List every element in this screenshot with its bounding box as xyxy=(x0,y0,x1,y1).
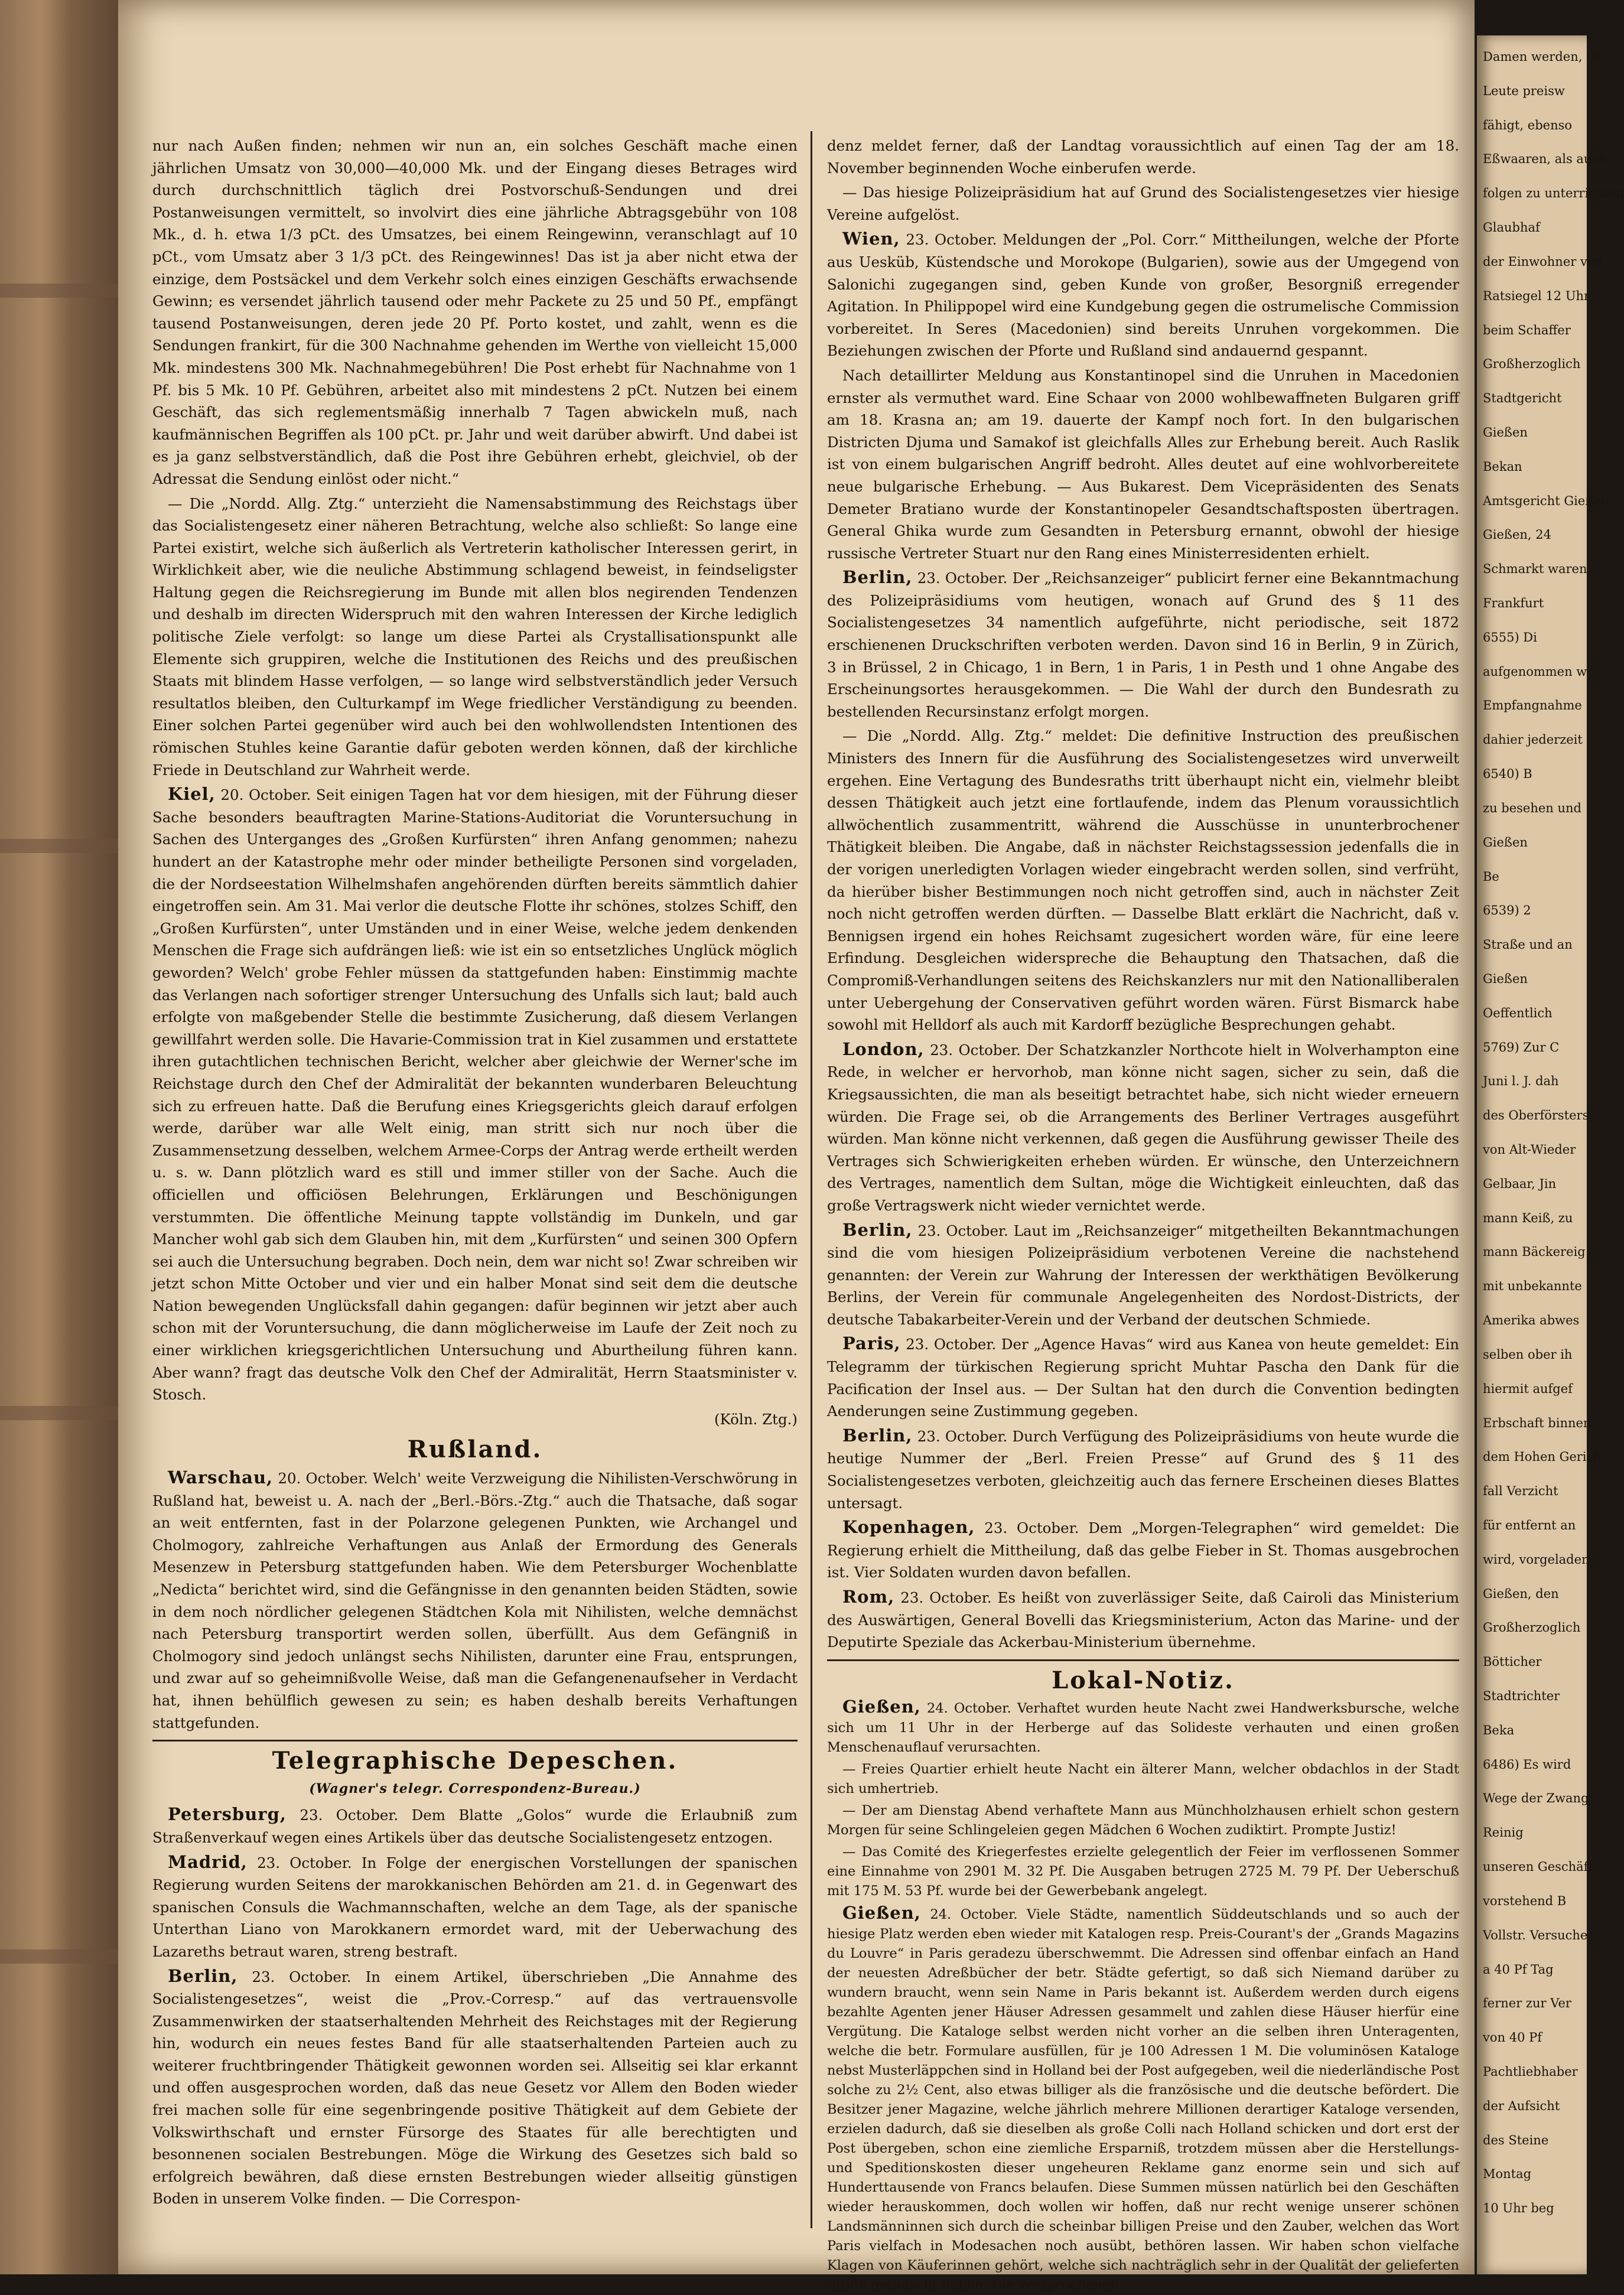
adjacent-page-fragment: Gießen, 24 xyxy=(1483,528,1551,542)
dateline: Petersburg, xyxy=(168,1804,287,1825)
dateline: Berlin, xyxy=(842,1219,913,1240)
adjacent-page-fragment: folgen zu unterrichten xyxy=(1483,186,1624,200)
dateline: Kopenhagen, xyxy=(842,1517,975,1538)
news-text: 23. October. Der Schatzkanzler Northcote hielt in Wolverhampton eine Rede, in welcher er hervorhob, man könne nicht sagen, sicher zu sein, daß die Kriegsaussichten, die man als beseitigt betrachtet habe, sich nicht wieder erneuern würden. Die Frage sei, ob die Arrangements des Berliner Vertrages ausgeführt würden. Man könne nicht verkennen, daß gegen die Ausführung gewisser Theile des Vertrages sich Schwierigkeiten erheben würden. Er wünsche, den Unterzeichnern des Vertrages, namentlich dem Sultan, möge die Wichtigkeit einleuchten, daß das große Vertragswerk nicht wieder vernichtet werde. xyxy=(827,1041,1459,1214)
adjacent-page-fragment: Bekan xyxy=(1483,460,1522,474)
right-column xyxy=(827,135,1460,2293)
adjacent-page-fragment: 6486) Es wird xyxy=(1483,1757,1571,1772)
adjacent-page-fragment: Frankfurt xyxy=(1483,596,1544,610)
adjacent-page-fragment: dahier jederzeit xyxy=(1483,733,1583,747)
left-column xyxy=(152,135,798,2226)
news-text: 23. October. Dem Blatte „Golos“ wurde die Erlaubniß zum Straßenverkauf wegen eines Artikels über das deutsche Socialistengesetz entzogen. xyxy=(152,1806,798,1846)
adjacent-page-fragment: unseren Geschäft xyxy=(1483,1860,1593,1874)
adjacent-page-fragment: Gelbaar, Jin xyxy=(1483,1177,1557,1191)
news-item-berlin xyxy=(827,1425,1459,1514)
adjacent-page-fragment: von Alt-Wieder xyxy=(1483,1142,1576,1157)
dateline: London, xyxy=(842,1039,925,1059)
adjacent-page-fragment: Empfangnahme xyxy=(1483,698,1582,712)
news-text: 23. October. In einem Artikel, überschrieben „Die Annahme des Socialistengesetzes“, weist die „Prov.-Corresp.“ auf das vertrauensvolle Zusammenwirken der staatserhaltenden Mehrheit des Reichstages mit der Regierung hin, wodurch ein neues festes Band für alle staatserhaltenden Parteien auch zu weiterer fruchtbringender Thätigkeit gewonnen worden sei. Allseitig sei klar erkannt und offen ausgesprochen worden, daß das neue Gesetz vor Allem den Boden wieder frei machen solle für eine segenbringende positive Thätigkeit auf dem Gebiete der Volkswirthschaft und ernster Fürsorge des Staates für alle berechtigten und besonnenen socialen Bestrebungen. Möge die Wirkung des Gesetzes sich bald so erfolgreich bewähren, daß diese ernsten Bestrebungen wieder allseitig günstigen Boden in unserem Volke finden. — Die Correspon- xyxy=(152,1968,798,2208)
adjacent-page-fragment: Damen werden, Di xyxy=(1483,50,1600,64)
adjacent-page-fragment: Gießen xyxy=(1483,425,1528,440)
adjacent-page-fragment: fähigt, ebenso xyxy=(1483,118,1573,132)
adjacent-page-fragment: Erbschaft binnen xyxy=(1483,1416,1592,1430)
news-item-berlin xyxy=(152,1965,798,2211)
article-paragraph: — Das hiesige Polizeipräsidium hat auf Grund des Socialistengesetzes vier hiesige Vereine aufgelöst. xyxy=(827,184,1459,223)
article-paragraph: — Die „Nordd. Allg. Ztg.“ unterzieht die Namensabstimmung des Reichstags über das Socialistengesetz einer näheren Betrachtung, welche also schließt: So lange eine Partei existirt, welche sich äußerlich als Vertreterin katholischer Interessen gerirt, in Wirklichkeit aber, wie die neuliche Abstimmung schlagend beweist, in feindseligster Haltung gegen die Reichsregierung im Bunde mit allen blos negirenden Tendenzen und deshalb im directen Widerspruch mit den wahren Interessen der Kirche lediglich politische Ziele verfolgt: so lange um diese Partei als Crystallisationspunkt alle Elemente sich gruppiren, welche die Institutionen des Reichs und des preußischen Staats mit blindem Hasse verfolgen, — so lange wird selbstverständlich jeder Versuch resultatlos bleiben, den Culturkampf im Wege friedlicher Verständigung zu beenden. Einer solchen Partei gegenüber wird auch bei den wohlwollendsten Intentionen des römischen Stuhles keine Garantie dafür geboten werden können, daß der kirchliche Friede in Deutschland zur Wahrheit werde. xyxy=(152,494,798,779)
adjacent-page-fragment: Reinig xyxy=(1483,1825,1524,1840)
adjacent-page-fragment: ferner zur Ver xyxy=(1483,1996,1571,2010)
adjacent-page-fragment: mann Keiß, zu xyxy=(1483,1211,1573,1225)
section-heading-russland: Rußland. xyxy=(407,1435,543,1464)
adjacent-page-fragment: Amtsgericht Gießen xyxy=(1483,494,1609,508)
adjacent-page-fragment: Vollstr. Versuche xyxy=(1483,1928,1588,1942)
dateline: Kiel, xyxy=(168,784,216,805)
news-item-kiel xyxy=(152,783,798,1406)
adjacent-page-fragment: Leute preisw xyxy=(1483,84,1565,98)
news-text: 23. October. Meldungen der „Pol. Corr.“ Mittheilungen, welche der Pforte aus Uesküb, Küstendsche und Morokope (Bulgarien), sowie aus der Umgegend von Salonichi zugegangen sind, geben Kunde von großer, Besorgniß erregender Agitation. In Philippopel wird eine Kundgebung gegen die ostrumelische Commission vorbereitet. In Seres (Macedonien) sind bereits Unruhen vorgekommen. Die Beziehungen zwischen der Pforte und Rußland sind andauernd gespannt. xyxy=(827,231,1459,360)
local-news-block xyxy=(827,1697,1459,2295)
news-item-wien xyxy=(827,228,1459,362)
column-divider xyxy=(811,131,812,2228)
adjacent-page-fragment: hiermit aufgef xyxy=(1483,1382,1573,1396)
dateline: Warschau, xyxy=(168,1467,274,1488)
adjacent-page-fragment: Eßwaaren, als auch xyxy=(1483,152,1607,166)
news-text: 20. October. Welch' weite Verzweigung die Nihilisten-Verschwörung in Rußland hat, beweist u. A. nach der „Berl.-Börs.-Ztg.“ auch die Thatsache, daß sogar an weit entfernten, fast in der Polarzone gelegenen Punkten, wie Archangel und Cholmogory, zahlreiche Verhaftungen aus Anlaß der Ermordung des Generals Mesenzew in Petersburg stattgefunden haben. Wie dem Petersburger Wochenblatte „Nedicta“ berichtet wird, sind die Gefängnisse in den genannten beiden Städten, sowie in dem noch nördlicher gelegenen Städtchen Kola mit Nihilisten, welche demnächst nach Petersburg transportirt werden sollen, überfüllt. Aus dem Gefängniß in Cholmogory sind jedoch unlängst sechs Nihilisten, darunter eine Frau, entsprungen, und zwar auf so geheimnißvolle Weise, daß man die Gefangenenaufseher in Verdacht hat, ihnen behülflich gewesen zu sein; es haben deshalb bereits Verhaftungen stattgefunden. xyxy=(152,1470,798,1731)
news-item-giessen xyxy=(827,1697,1459,1757)
news-item-paris xyxy=(827,1333,1459,1422)
news-text: 24. October. Verhaftet wurden heute Nacht zwei Handwerksbursche, welche sich um 11 Uhr in der Herberge auf das Solideste verhauten und einen großen Menschenauflauf verursachten. xyxy=(827,1701,1460,1756)
article-paragraph: — Freies Quartier erhielt heute Nacht ein älterer Mann, welcher obdachlos in der Stadt sich umhertrieb. xyxy=(827,1762,1459,1797)
section-subheading: (Wagner's telegr. Correspondenz-Bureau.) xyxy=(309,1780,641,1796)
adjacent-page-fragment: Stadtgericht xyxy=(1483,391,1562,405)
dateline: Berlin, xyxy=(842,567,913,588)
dateline: Gießen, xyxy=(842,1697,921,1717)
dateline: Berlin, xyxy=(168,1965,238,1986)
adjacent-page-fragment: wird, vorgeladen xyxy=(1483,1552,1590,1567)
adjacent-page-fragment: Bötticher xyxy=(1483,1655,1542,1669)
article-paragraph: — Das Comité des Kriegerfestes erzielte gelegentlich der Feier im verflossenen Sommer eine Einnahme von 2901 M. 32 Pf. Die Ausgaben betrugen 2725 M. 79 Pf. Der Ueberschuß mit 175 M. 53 Pf. wurde bei der Gewerbebank angelegt. xyxy=(827,1844,1459,1899)
adjacent-page-fragment: 10 Uhr beg xyxy=(1483,2201,1554,2215)
adjacent-page-fragment: vorstehend B xyxy=(1483,1894,1567,1908)
adjacent-page-fragment: Wege der Zwang xyxy=(1483,1791,1589,1805)
news-text: 23. October. Der „Agence Havas“ wird aus Kanea von heute gemeldet: Ein Telegramm der türkischen Regierung spricht Muhtar Pascha den Dank für die Pacification der Insel aus. — Der Sultan hat den durch die Convention bedingten Aenderungen seine Zustimmung gegeben. xyxy=(827,1336,1459,1420)
adjacent-page-fragment: 6539) 2 xyxy=(1483,903,1531,917)
news-item-berlin xyxy=(827,567,1459,722)
adjacent-page-fragment: zu besehen und xyxy=(1483,801,1581,815)
news-item-giessen xyxy=(827,1903,1459,2295)
dateline: Wien, xyxy=(842,229,900,249)
adjacent-page-fragment: Gießen xyxy=(1483,835,1528,849)
news-item-london xyxy=(827,1039,1459,1217)
adjacent-page-fragment: beim Schaffer xyxy=(1483,323,1571,337)
news-item-berlin xyxy=(827,1219,1459,1331)
adjacent-page-fragment: des Steine xyxy=(1483,2133,1549,2147)
adjacent-page-fragment: Amerika abwes xyxy=(1483,1313,1580,1327)
adjacent-page-fragment: Beka xyxy=(1483,1723,1515,1737)
adjacent-page-fragment: Gießen xyxy=(1483,972,1528,986)
news-text: 23. October. Es heißt von zuverlässiger Seite, daß Cairoli das Ministerium des Auswärtigen, General Bovelli das Kriegsministerium, Acton das Marine- und der Deputirte Speziale das Ackerbau-Ministerium übernehme. xyxy=(827,1589,1459,1651)
adjacent-page-fragment: selben ober ih xyxy=(1483,1347,1573,1362)
dateline: Paris, xyxy=(842,1333,901,1354)
book-spine xyxy=(0,0,118,2274)
news-text: 23. October. Der „Reichsanzeiger“ publicirt ferner eine Bekanntmachung des Polizeipräsidiums vom heutigen, wonach auf Grund des § 11 des Socialistengesetzes 34 namentlich aufgeführte, nicht periodische, seit 1872 erschienenen Druckschriften verboten werden. Davon sind 16 in Berlin, 9 in Zürich, 3 in Brüssel, 2 in Chicago, 1 in Bern, 1 in Paris, 1 in Pesth und 1 ohne Angabe des Erscheinungsortes herausgekommen. — Die Wahl der durch den Bundesrath zu bestellenden Recursinstanz erfolgt morgen. xyxy=(827,569,1459,720)
adjacent-page-fragment: Gießen, den xyxy=(1483,1587,1559,1601)
section-heading-telegraph: Telegraphische Depeschen. xyxy=(272,1747,678,1775)
section-rule xyxy=(152,1740,798,1741)
adjacent-page-fragment: Großherzoglich xyxy=(1483,1620,1581,1635)
adjacent-page-fragment: Straße und an xyxy=(1483,937,1573,952)
adjacent-page-fragment: Großherzoglich xyxy=(1483,357,1581,371)
adjacent-page-fragment: Juni l. J. dah xyxy=(1483,1074,1559,1088)
adjacent-page-fragment: Ratsiegel 12 Uhr xyxy=(1483,289,1590,303)
adjacent-page-fragment: fall Verzicht xyxy=(1483,1484,1558,1498)
adjacent-page-fragment: der Einwohner von xyxy=(1483,255,1603,269)
news-text: 23. October. Laut im „Reichsanzeiger“ mitgetheilten Bekanntmachungen sind die vom hiesigen Polizeipräsidium verbotenen Vereine die nachstehend genannten: der Verein zur Wahrung der Interessen der werkthätigen Bevölkerung Berlins, der Verein für communale Angelegenheiten des Nordost-Districts, der deutsche Tabakarbeiter-Verein und der Verband der deutschen Schmiede. xyxy=(827,1222,1459,1328)
adjacent-page-fragment: des Oberförsters xyxy=(1483,1108,1589,1122)
dateline: Berlin, xyxy=(842,1425,913,1446)
adjacent-page-fragment: mann Bäckereig xyxy=(1483,1245,1586,1259)
adjacent-page-fragment: aufgenommen w xyxy=(1483,665,1587,679)
adjacent-page-fragment: mit unbekannte xyxy=(1483,1279,1582,1293)
news-text: 23. October. Dem „Morgen-Telegraphen“ wird gemeldet: Die Regierung erhielt die Mittheilung, daß das gelbe Fieber in St. Thomas ausgebrochen ist. Vier Soldaten wurden davon befallen. xyxy=(827,1519,1459,1581)
adjacent-page-fragment: von 40 Pf xyxy=(1483,2030,1542,2045)
news-item-madrid xyxy=(152,1851,798,1963)
article-paragraph: — Die „Nordd. Allg. Ztg.“ meldet: Die definitive Instruction des preußischen Ministers des Innern für die Ausführung des Socialistengesetzes wird unverweilt ergehen. Eine Vertagung des Bundesraths tritt überhaupt nicht ein, vielmehr bleibt dessen Thätigkeit auch jetzt eine fortlaufende, indem das Plenum voraussichtlich allwöchentlich zusammentritt, während die Ausschüsse in ununterbrochener Thätigkeit bleiben. Die Angabe, daß in nächster Reichstagssession jedenfalls die in der vorigen unerledigten Vorlagen wieder eingebracht werden sollen, sind verfrüht, da hierüber bisher Bestimmungen noch nicht getroffen sind, auch in nächster Zeit noch nicht getroffen werden dürften. — Dasselbe Blatt erklärt die Nachricht, daß v. Bennigsen irgend ein hohes Reichsamt zugesichert worden wäre, für eine leere Erfindung. Desgleichen widerspreche die Behauptung den Thatsachen, daß die Compromiß-Verhandlungen seitens des Reichskanzlers nur mit den Nationalliberalen unter Uebergehung der Conservativen geführt worden wären. Fürst Bismarck habe sowohl mit Helldorf als auch mit Kardorff bezügliche Besprechungen gehabt. xyxy=(827,727,1459,1034)
news-text: 23. October. Durch Verfügung des Polizeipräsidiums von heute wurde die heutige Nummer der „Berl. Freien Presse“ auf Grund des § 11 des Socialistengesetzes verboten, gleichzeitig auch das fernere Erscheinen dieses Blattes untersagt. xyxy=(827,1427,1459,1512)
adjacent-page-fragment: 6540) B xyxy=(1483,767,1532,781)
news-item-rom xyxy=(827,1586,1459,1653)
article-paragraph: — Der am Dienstag Abend verhaftete Mann aus Münchholzhausen erhielt schon gestern Morgen für seine Schlingeleien gegen Mädchen 6 Wochen zudiktirt. Prompte Justiz! xyxy=(827,1803,1459,1838)
news-text: 20. October. Seit einigen Tagen hat vor dem hiesigen, mit der Führung dieser Sache besonders beauftragten Marine-Stations-Auditoriat die Voruntersuchung in Sachen des Unterganges des „Großen Kurfürsten“ ihren Anfang genommen; nahezu hundert an der Katastrophe mehr oder minder betheiligte Personen sind vorgeladen, die der Nordseestation Wilhelmshafen angehörenden dürften bereits sämmtlich dahier eingetroffen sein. Am 31. Mai verlor die deutsche Flotte ihr schönes, stolzes Schiff, den „Großen Kurfürsten“, unter Umständen und in einer Weise, welche jedem denkenden Menschen die Frage sich aufdrängen ließ: wie ist ein so entsetzliches Unglück möglich geworden? Welch' grobe Fehler müssen da stattgefunden haben: Einstimmig machte das Verlangen nach sofortiger strenger Untersuchung des Unfalls sich laut; bald auch erfolgte von maßgebender Stelle die bestimmte Zusicherung, daß diesem Verlangen gewillfahrt werden solle. Die Havarie-Commission trat in Kiel zusammen und erstattete ihren gutachtlichen technischen Bericht, welcher aber gleichwie der Werner'sche im Reichstage durch den Chef der Admiralität der bekannten wunderbaren Beleuchtung sich zu erfreuen hatte. Daß die Berufung eines Kriegsgerichts gleich darauf erfolgen werde, darüber war alle Welt einig, man stritt sich nur noch über die Zusammensetzung desselben, welchem Armee-Corps der Antrag werde ertheilt werden u. s. w. Dann plötzlich ward es still und immer stiller von der Sache. Auch die officiellen und officiösen Belehrungen, Erklärungen und Beschönigungen verstummten. Die öffentliche Meinung tappte vollständig im Dunkeln, und gar Mancher wohl gab sich dem Glauben hin, mit dem „Kurfürsten“ und seinen 300 Opfern sei auch die Untersuchung begraben. Doch nein, dem war nicht so! Zwar schreiben wir jetzt schon Mitte October und vier und ein halber Monat sind seit dem die deutsche Nation bewegenden Unglücksfall dahin gegangen: dafür beginnen wir jetzt aber auch schon mit der Voruntersuchung, die dann möglicherweise im Laufe der Zeit noch zu einer wirklichen kriegsgerichtlichen Untersuchung und Aburtheilung führen kann. Aber wann? fragt das deutsche Volk den Chef der Admiralität, Herrn Staatsminister v. Stosch. xyxy=(152,786,798,1404)
news-item-petersburg xyxy=(152,1804,798,1848)
adjacent-page-fragment: Pachtliebhaber xyxy=(1483,2065,1578,2079)
dateline: Rom, xyxy=(842,1587,895,1607)
adjacent-page-fragment: Schmarkt waren xyxy=(1483,562,1587,576)
adjacent-page-fragment: Stadtrichter xyxy=(1483,1689,1560,1703)
adjacent-page-fragment: der Aufsicht xyxy=(1483,2099,1560,2113)
article-paragraph: nur nach Außen finden; nehmen wir nun an, ein solches Geschäft mache einen jährlichen Umsatz von 30,000—40,000 Mk. und der Eingang dieses Betrages wird durch durchschnittlich täglich drei Postvorschuß-Sendungen und drei Postanweisungen vermittelt, so involvirt dies eine jährliche Abtragsgebühr von 108 Mk., d. h. etwa 1/3 pCt. des Umsatzes, bei einem Reingewinn, veranschlagt auf 10 pCt., vom Umsatz aber 3 1/3 pCt. des Reingewinnes! Das ist ja aber nicht etwa der einzige, dem Postsäckel und dem Verkehr solch eines einzigen Geschäfts erwachsende Gewinn; es versendet jährlich tausend oder mehr Packete zu 25 und 50 Pf., empfängt tausend Postanweisungen, deren jede 20 Pf. Porto kostet, und zahlt, wenn es die Sendungen frankirt, für die 300 Nachnahme gehenden im Werthe von vielleicht 15,000 Mk. mindestens 300 Mk. Nachnahmegebühren! Die Post erhebt für Nachnahme von 1 Pf. bis 5 Mk. 10 Pf. Gebühren, arbeitet also mit mindestens 2 pCt. Nutzen bei einem Geschäft, das sich reglementsmäßig innerhalb 7 Tagen abwickeln muß, nach kaufmännischen Begriffen als 100 pCt. pr. Jahr und weit darüber abwirft. Und dabei ist es ja ganz selbstverständlich, daß die Post ihre Gebühren erhebt, gleichviel, ob der Adressat die Sendung einlöst oder nicht.“ xyxy=(152,137,798,487)
adjacent-page-edge xyxy=(1477,35,1624,2274)
section-rule xyxy=(827,1659,1459,1661)
news-text: 24. October. Viele Städte, namentlich Süddeutschlands und so auch der hiesige Platz werden eben wieder mit Katalogen resp. Preis-Courant's der „Grands Magazins du Louvre“ in Paris geradezu überschwemmt. Die Adressen sind offenbar einfach an Hand der neuesten Adreßbücher der betr. Städte gefertigt, so daß sich Niemand darüber zu wundern braucht, wenn sein Name in Paris bekannt ist. Außerdem werden durch eigens bezahlte Agenten jener Häuser Adressen gesammelt und zahlen diese Häuser hierfür eine Vergütung. Die Kataloge selbst werden nicht vorher an die selben ihren Unteragenten, welche die betr. Formulare ausfüllen, für je 100 Adressen 1 M. Die voluminösen Kataloge nebst Musterläppchen sind in Holland bei der Post aufgegeben, weil die niederländische Post solche zu 2½ Cent, also etwas billiger als die französische und die deutsche befördert. Die Besitzer jener Magazine, welche jährlich mehrere Millionen derartiger Kataloge versenden, erzielen dadurch, daß sie dieselben als große Colli nach Holland schicken und dort erst der Post übergeben, schon eine ziemliche Ersparniß, trotzdem müssen aber die Herstellungs- und Speditionskosten dieser ungeheuren Reklame ganz enorme sein und sich auf Hunderttausende von Francs belaufen. Diese Summen müssen natürlich bei den Geschäften wieder herauskommen, doch wollen wir hoffen, daß nur recht wenige unserer schönen Landsmänninnen sich durch die scheinbar billigen Preise und den Zauber, welchen das Wort Paris vielfach in Modesachen noch ausübt, bethören lassen. Wir haben schon vielfache Klagen von Käuferinnen gehört, welche sich nachträglich sehr in der Qualität der gelieferten Stoffe getäuscht haben. Die versprochenen xyxy=(827,1907,1459,2293)
dateline: Madrid, xyxy=(168,1851,248,1872)
article-paragraph: Nach detaillirter Meldung aus Konstantinopel sind die Unruhen in Macedonien ernster als vermuthet ward. Eine Schaar von 2000 wohlbewaffneten Bulgaren griff am 18. Krasna an; am 19. dauerte der Kampf noch fort. In den bulgarischen Districten Djuma und Samakof ist gleichfalls Alles zur Erhebung bereit. Auch Raslik ist von einem bulgarischen Angriff bedroht. Alles deutet auf eine wohlvorbereitete neue bulgarische Erhebung. — Aus Bukarest. Dem Vicepräsidenten des Senats Demeter Bratiano wurde der Konstantinopeler Gesandtschaftsposten übertragen. General Ghika wurde zum Gesandten in Petersburg ernannt, obwohl der hiesige russische Vertreter Stuart nur den Rang eines Ministerresidenten erhielt. xyxy=(827,366,1459,562)
adjacent-page-fragment: 6555) Di xyxy=(1483,630,1537,644)
section-heading-lokal: Lokal-Notiz. xyxy=(1052,1666,1235,1694)
news-item-kopenhagen xyxy=(827,1516,1459,1584)
news-text: 23. October. In Folge der energischen Vorstellungen der spanischen Regierung wurden Seitens der marokkanischen Behörden am 21. d. in Gegenwart des spanischen Consuls die Wachmannschaften, welche an dem Tage, als der spanische Unterthan Liano von Marokkanern ermordet ward, mit der Ueberwachung des Lazareths betraut waren, streng bestraft. xyxy=(152,1854,798,1960)
adjacent-page-fragment: 5769) Zur C xyxy=(1483,1040,1560,1054)
dateline: Gießen, xyxy=(842,1903,921,1923)
adjacent-page-fragment: Montag xyxy=(1483,2167,1532,2181)
adjacent-page-fragment: für entfernt an xyxy=(1483,1518,1576,1532)
adjacent-page-fragment: Oeffentlich xyxy=(1483,1006,1553,1020)
article-paragraph: denz meldet ferner, daß der Landtag voraussichtlich auf einen Tag der am 18. November beginnenden Woche einberufen werde. xyxy=(827,137,1459,177)
adjacent-page-fragment: a 40 Pf Tag xyxy=(1483,1962,1554,1977)
source-credit: (Köln. Ztg.) xyxy=(714,1410,798,1428)
news-item-warschau xyxy=(152,1467,798,1734)
adjacent-page-fragment: Glaubhaf xyxy=(1483,220,1540,235)
adjacent-page-fragment: dem Hohen Gerich xyxy=(1483,1450,1602,1464)
adjacent-page-fragment: Be xyxy=(1483,870,1499,884)
